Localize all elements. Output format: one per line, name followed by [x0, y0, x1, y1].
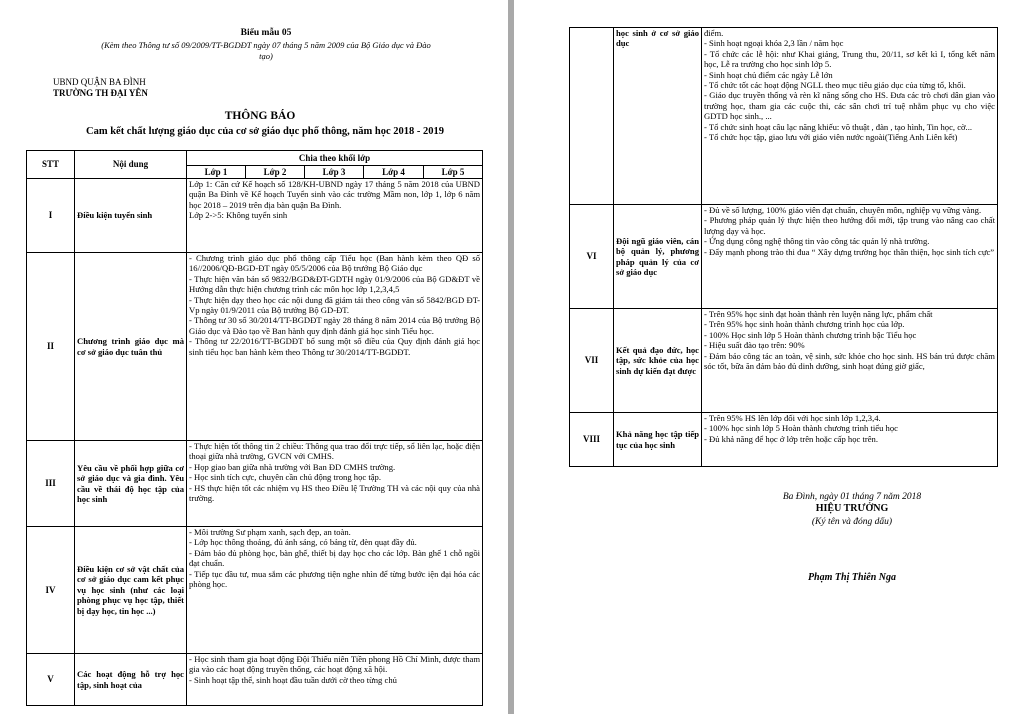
header-grade-group: Chia theo khối lớp [187, 151, 483, 166]
commitment-table-continued [569, 27, 998, 467]
document-title: THÔNG BÁO [224, 110, 296, 122]
row-label: Đội ngũ giáo viên, cán bộ quản lý, phương pháp quản lý của cơ sở giáo dục [614, 205, 702, 309]
content-line: - Sinh hoạt ngoại khóa 2,3 lần / năm học [704, 38, 844, 49]
header-content: Nội dung [75, 151, 187, 179]
row-label: Điều kiện cơ sở vật chất của cơ sở giáo dục cam kết phục vụ học sinh (như các loại phòng phục vụ học tập, thiết bị dạy học, tin học ...) [75, 527, 187, 654]
row-content [187, 441, 483, 527]
content-line: - Tiếp tục đầu tư, mua sắm các phương tiện nghe nhìn để từng bước iện đại hóa các phòng học. [189, 568, 481, 590]
content-line: - Thông tư 30 số 30/2014/TT-BGDĐT ngày 28 tháng 8 năm 2014 của Bộ trưởng Bộ Giáo dục và Đào tạo về Ban hành quy định đánh giá học sinh Tiểu học. [189, 315, 481, 336]
content-line: Lớp 1: Căn cứ Kế hoạch số 128/KH-UBND ngày 17 tháng 5 năm 2018 của UBND quận Ba Đình về Kế hoạch Tuyển sinh vào các trường Mầm non, lớp 1, lớp 6 năm học 2018 – 2019 trên địa bàn quận Ba Đình. [189, 179, 481, 210]
content-line: - Tổ chức sinh hoạt câu lạc năng khiếu: võ thuật , đàn , tạo hình, Tin học, cờ... [704, 121, 973, 132]
table-row [27, 527, 483, 654]
content-line: - Thực hiện tốt thông tin 2 chiều: Thông qua trao đổi trực tiếp, sổ liên lạc, hoặc điện thoại giữa nhà trường, GVCN với CMHS. [189, 441, 481, 462]
table-row [570, 413, 998, 467]
table-row [27, 253, 483, 441]
content-line: - Thực hiện văn bản số 9832/BGD&ĐT-GDTH ngày 01/9/2006 của Bộ GD&ĐT về Hướng dẫn thực hiện chương trình các môn học lớp 1,2,3,4,5 [189, 273, 481, 295]
row-number: III [27, 441, 75, 527]
content-line: Lớp 2->5: Không tuyển sinh [189, 210, 288, 221]
row-content [702, 413, 998, 467]
content-line: - Đảm bảo công tác an toàn, vệ sinh, sức khỏe cho học sinh. HS bán trú được chăm sóc tốt, bữa ăn đảm bảo đủ dinh dưỡng, sinh hoạt đúng giờ giấc, [704, 350, 995, 372]
content-line: - 100% Học sinh lớp 5 Hoàn thành chương trình bậc Tiểu học [704, 329, 917, 340]
row-content [702, 205, 998, 309]
content-line: - Học sinh tham gia hoạt động Đội Thiếu niên Tiền phong Hồ Chí Minh, được tham gia vào các hoạt động truyền thống, các hoạt động xã hội. [189, 654, 481, 675]
content-line: - Sinh hoạt tập thể, sinh hoạt đầu tuần dưới cờ theo từng chủ [189, 674, 397, 685]
content-line: - 100% học sinh lớp 5 Hoàn thành chương trình tiểu học [704, 423, 898, 434]
row-content [187, 179, 483, 253]
table-row [570, 309, 998, 413]
row-label: Yêu cầu về phối hợp giữa cơ sở giáo dục và gia đình. Yêu cầu về thái độ học tập của học sinh [75, 441, 187, 527]
row-label: Kết quả đạo đức, học tập, sức khỏe của học sinh dự kiến đạt được [614, 309, 702, 413]
content-line: - Trên 95% HS lên lớp đối với học sinh lớp 1,2,3,4. [704, 413, 881, 423]
header-grade-2: Lớp 2 [246, 166, 305, 179]
header-stt: STT [27, 151, 75, 179]
row-label: Điều kiện tuyển sinh [75, 179, 187, 253]
content-line: điểm. [704, 28, 724, 38]
content-line: - HS thực hiện tốt các nhiệm vụ HS theo Điều lệ Trường TH và các nội quy của nhà trường. [189, 482, 481, 504]
table-row [27, 441, 483, 527]
row-label: học sinh ở cơ sở giáo dục [614, 28, 702, 205]
header-grade-5: Lớp 5 [424, 166, 483, 179]
content-line: - Giáo dục truyền thống và rèn kĩ năng sống cho HS. Đưa các trò chơi dân gian vào trường học, tham gia các cuộc thi, các sân chơi trí tuệ nhằm phục vụ cho việc GDTD học sinh., ... [704, 90, 995, 122]
content-line: - Sinh hoạt chủ điểm các ngày Lễ lớn [704, 69, 833, 80]
header-grade-3: Lớp 3 [305, 166, 364, 179]
header-grade-1: Lớp 1 [187, 166, 246, 179]
row-number: VIII [570, 413, 614, 467]
signer-name: Phạm Thị Thiên Nga [807, 572, 897, 583]
row-number [570, 28, 614, 205]
form-note: (Kèm theo Thông tư số 09/2009/TT-BGDĐT ngày 07 tháng 5 năm 2009 của Bộ Giáo dục và Đào tạo) [101, 40, 431, 61]
row-label: Khả năng học tập tiếp tục của học sinh [614, 413, 702, 467]
row-number: IV [27, 527, 75, 654]
organization-name: UBND QUẬN BA ĐÌNH [53, 77, 146, 87]
school-name: TRƯỜNG TH ĐẠI YÊN [53, 88, 148, 98]
content-line: - Trên 95% học sinh hoàn thành chương trình học của lớp. [704, 319, 905, 330]
content-line: - Đủ khả năng để học ở lớp trên hoặc cấp học trên. [704, 433, 878, 444]
content-line: - Thông tư 22/2016/TT-BGDĐT bổ sung một số điều của Quy định đánh giá học sinh tiểu học ban hành kèm theo Thông tư 30/2014/TT-BGDĐT. [189, 336, 481, 357]
row-number: I [27, 179, 75, 253]
form-title: Biểu mẫu 05 [240, 28, 292, 38]
commitment-table [26, 150, 483, 706]
content-line: - Đẩy mạnh phong trào thi đua “ Xây dựng trường học thân thiện, học sinh tích cực” [704, 246, 995, 257]
content-line: - Đảm bảo đủ phòng học, bàn ghế, thiết bị dạy học cho các lớp. Bàn ghế 1 chỗ ngồi đạt chuẩn. [189, 547, 481, 569]
signature-place-date: Ba Đình, ngày 01 tháng 7 năm 2018 [782, 492, 922, 502]
row-number: V [27, 654, 75, 706]
header-grade-4: Lớp 4 [364, 166, 424, 179]
content-line: - Môi trường Sư phạm xanh, sạch đẹp, an toàn. [189, 527, 351, 537]
content-line: - Trên 95% học sinh đạt hoàn thành rèn luyện năng lực, phẩm chất [704, 309, 933, 319]
content-line: - Tổ chức tốt các hoạt động NGLL theo mục tiêu giáo dục của từng tổ, khối. [704, 80, 966, 91]
content-line: - Thực hiện dạy theo học các nội dung đã giảm tải theo công văn số 5842/BGD ĐT-Vp ngày 01/9/2011 của Bộ trưởng Bộ GD-ĐT. [189, 294, 481, 316]
row-content [702, 28, 998, 205]
table-row [570, 28, 998, 205]
content-line: - Ứng dụng công nghệ thông tin vào công tác quản lý nhà trường. [704, 236, 930, 247]
content-line: - Hiệu suất đào tạo trên: 90% [704, 340, 805, 351]
content-line: - Lớp học thông thoáng, đủ ánh sáng, có bảng từ, đèn quạt đầy đủ. [189, 537, 417, 548]
row-label: Chương trình giáo dục mà cơ sở giáo dục tuân thủ [75, 253, 187, 441]
row-content [702, 309, 998, 413]
content-line: - Đủ về số lượng, 100% giáo viên đạt chuẩn, chuyên môn, nghiệp vụ vững vàng. [704, 205, 982, 215]
row-content [187, 527, 483, 654]
row-content [187, 253, 483, 441]
content-line: - Tổ chức các lễ hội: như Khai giảng, Trung thu, 20/11, sơ kết kì I, tổng kết năm học, Lễ ra trường cho học sinh lớp 5. [704, 48, 995, 70]
row-number: VI [570, 205, 614, 309]
content-line: - Phương pháp quản lý thực hiện theo hướng đổi mới, tập trung vào nâng cao chất lượng dạy và học. [704, 215, 995, 236]
row-content [187, 654, 483, 706]
content-line: - Chương trình giáo dục phổ thông cấp Tiểu học (Ban hành kèm theo QĐ số 16//2006/QĐ-BGD-ĐT ngày 05/5/2006 của Bộ trưởng Bộ Giáo dục [189, 253, 481, 274]
row-number: II [27, 253, 75, 441]
table-row [27, 179, 483, 253]
row-label: Các hoạt động hỗ trợ học tập, sinh hoạt của [75, 654, 187, 706]
signature-role: HIỆU TRƯỞNG [815, 503, 889, 514]
content-line: - Họp giao ban giữa nhà trường với Ban ĐD CMHS trường. [189, 461, 396, 472]
document-subtitle: Cam kết chất lượng giáo dục của cơ sở giáo dục phổ thông, năm học 2018 - 2019 [85, 126, 445, 137]
table-row [27, 654, 483, 706]
content-line: - Tổ chức học tập, giao lưu với giáo viên nước ngoài(Tiếng Anh Liên kết) [704, 132, 958, 143]
document-page-1 [0, 0, 508, 714]
table-row [570, 205, 998, 309]
signature-hint: (Ký tên và đóng dấu) [811, 517, 893, 527]
row-number: VII [570, 309, 614, 413]
content-line: - Học sinh tích cực, chuyên cần chủ động trong học tập. [189, 472, 381, 483]
